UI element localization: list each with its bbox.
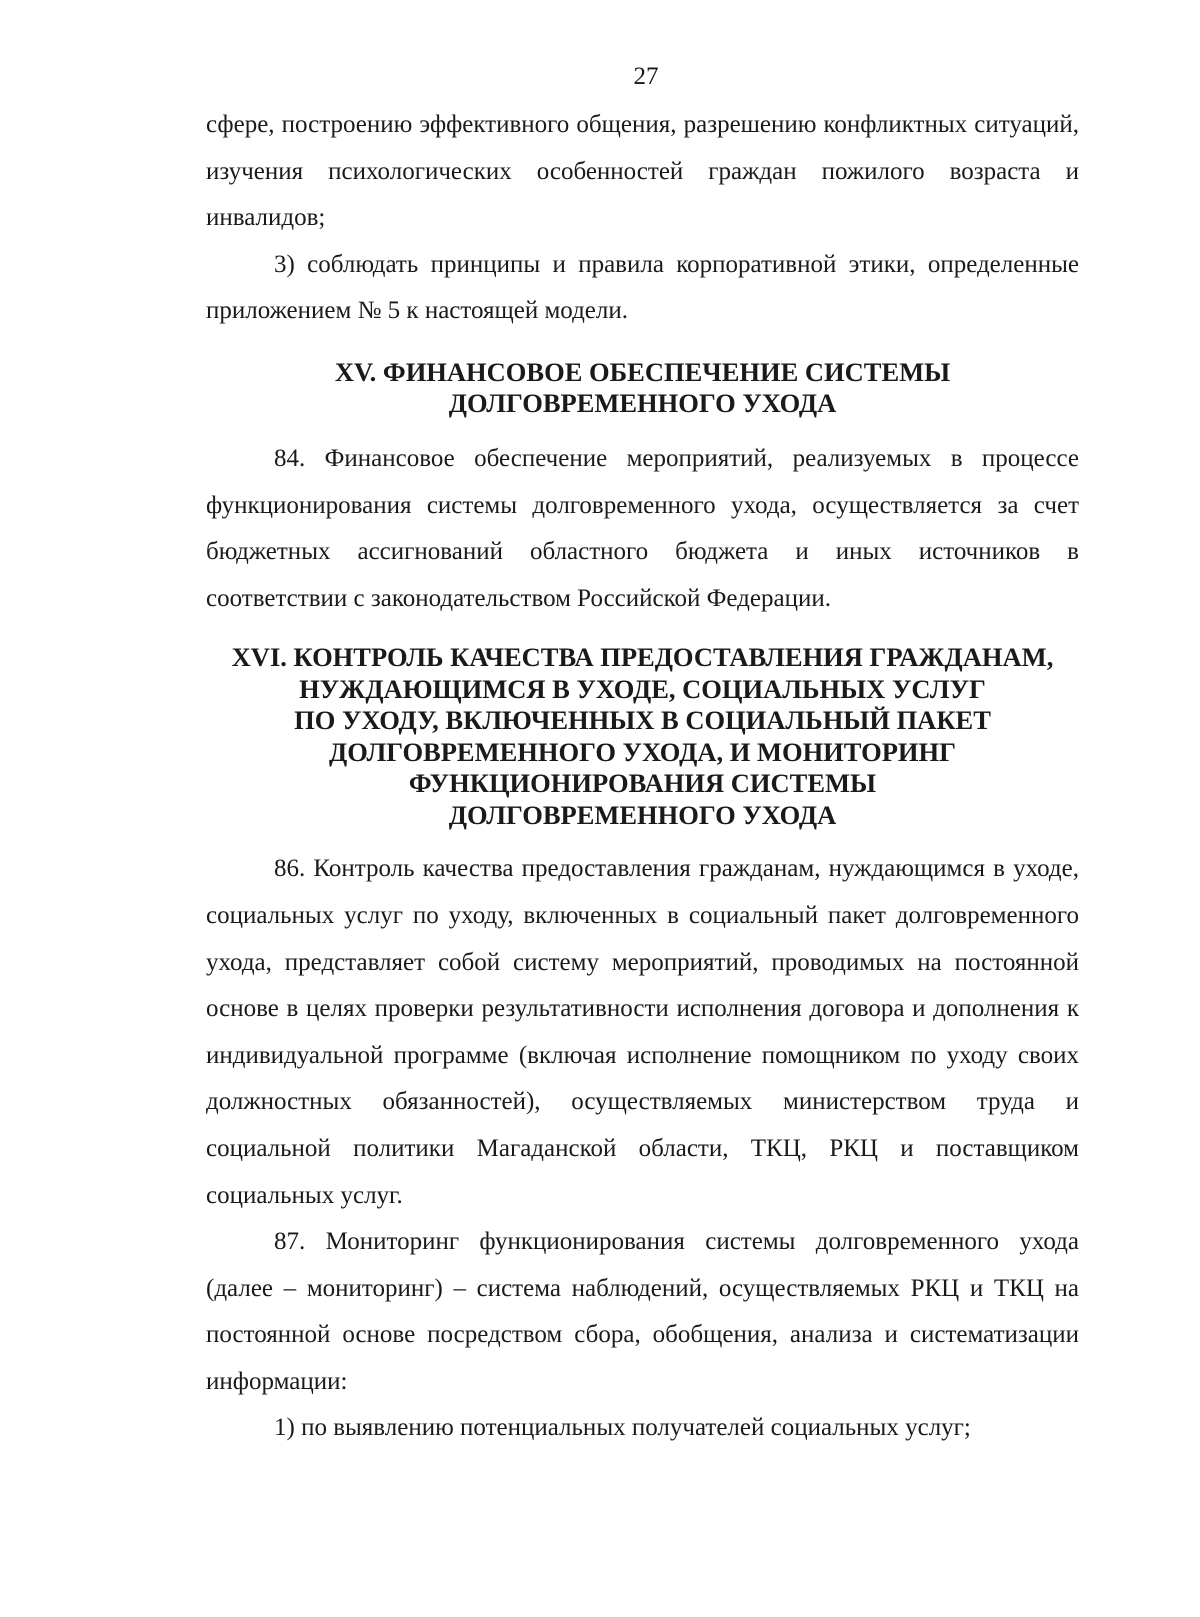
heading-line: XV. ФИНАНСОВОЕ ОБЕСПЕЧЕНИЕ СИСТЕМЫ [334,356,951,387]
heading-line: XVI. КОНТРОЛЬ КАЧЕСТВА ПРЕДОСТАВЛЕНИЯ ГРАЖДАНАМ, [231,642,1054,673]
heading-line: ДОЛГОВРЕМЕННОГО УХОДА, И МОНИТОРИНГ [328,736,957,767]
page-number: 27 [633,63,659,90]
heading-line: НУЖДАЮЩИМСЯ В УХОДЕ, СОЦИАЛЬНЫХ УСЛУГ [299,673,986,704]
paragraph-87: 87. Мониторинг функционирования системы долговременного ухода (далее – мониторинг) – система наблюдений, осуществляемых РКЦ и ТКЦ на постоянной основе посредством сбора, обобщения, анализа и систематизации информации: [206,1228,1079,1395]
paragraph-item-3: 3) соблюдать принципы и правила корпоративной этики, определенные приложением № 5 к настоящей модели. [206,250,1079,325]
heading-line: ДОЛГОВРЕМЕННОГО УХОДА [448,799,837,830]
paragraph-86: 86. Контроль качества предоставления гражданам, нуждающимся в уходе, социальных услуг по уходу, включенных в социальный пакет долговременного ухода, представляет собой систему мероприятий, проводимых на постоянной основе в целях проверки результативности исполнения договора и дополнения к индивидуальной программе (включая исполнение помощником по уходу своих должностных обязанностей), осуществляемых министерством труда и социальной политики Магаданской области, ТКЦ, РКЦ и поставщиком социальных услуг. [206,855,1079,1209]
section-heading-xvi [206,642,1079,831]
document-body [206,102,1079,1452]
heading-line: ДОЛГОВРЕМЕННОГО УХОДА [448,388,837,419]
paragraph-84: 84. Финансовое обеспечение мероприятий, реализуемых в процессе функционирования системы долговременного ухода, осуществляется за счет бюджетных ассигнований областного бюджета и иных источников в соответствии с законодательством Российской Федерации. [206,444,1079,612]
heading-line: ФУНКЦИОНИРОВАНИЯ СИСТЕМЫ [408,768,877,799]
paragraph-continuation: сфере, построению эффективного общения, разрешению конфликтных ситуаций, изучения психологических особенностей граждан пожилого возраста и инвалидов; [206,111,1079,232]
section-heading-xv [206,357,1079,420]
heading-line: ПО УХОДУ, ВКЛЮЧЕННЫХ В СОЦИАЛЬНЫЙ ПАКЕТ [294,705,991,736]
paragraph-87-item-1: 1) по выявлению потенциальных получателей социальных услуг; [274,1414,971,1442]
